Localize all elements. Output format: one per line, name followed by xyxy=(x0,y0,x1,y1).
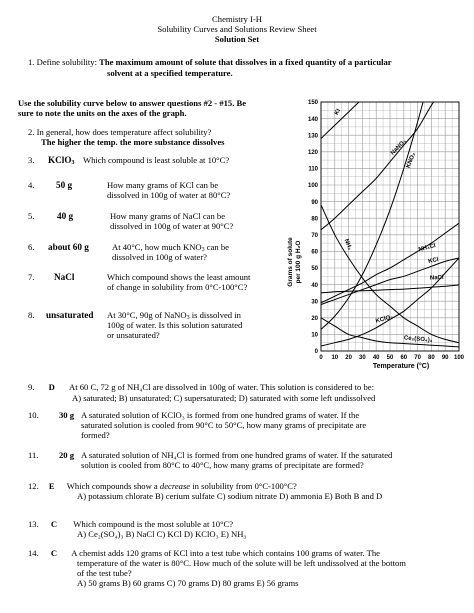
q14-text-line2: temperature of the water is 80°C. How much of the solute will be left undissolved at the bottom xyxy=(77,558,406,568)
x-axis-label: Temperature (°C) xyxy=(372,363,430,370)
q5-text-line1: How many grams of NaCl can be xyxy=(110,211,226,221)
q8-answer: unsaturated xyxy=(46,310,94,320)
y-tick-label: 10 xyxy=(311,332,318,339)
curve-label: KI xyxy=(334,108,343,117)
q8-text-line3: or unsaturated? xyxy=(107,330,160,341)
q11-number: 11. xyxy=(28,450,39,460)
x-tick-label: 50 xyxy=(386,355,394,361)
q6-number: 6. xyxy=(28,242,35,252)
question-13 xyxy=(28,519,468,529)
curve-label: NaCl xyxy=(429,274,444,282)
q4-answer: 50 g xyxy=(56,180,73,190)
chart-curve-labels xyxy=(334,108,444,344)
q-answer: C xyxy=(50,519,58,529)
q-number: 14. xyxy=(28,548,39,558)
q11-text xyxy=(81,450,471,470)
q-answer: C xyxy=(50,548,58,558)
q-prompt: Which compound is the most soluble at 10°C? xyxy=(73,519,234,529)
q6-text-a: At 40°C, how much KNO xyxy=(112,242,202,252)
instructions-line2: sure to note the units on the axes of the graph. xyxy=(18,108,187,119)
q-prompt-line1: A chemist adds 120 grams of KCl into a test tube which contains 100 grams of water. The xyxy=(71,548,380,558)
q-number: 2. xyxy=(28,127,35,137)
y-tick-label: 90 xyxy=(311,199,318,206)
question-1 xyxy=(28,57,468,67)
header-course: Chemistry I-H xyxy=(212,14,262,24)
y-axis-label: Grams of solute xyxy=(287,237,294,287)
q7-text xyxy=(107,272,250,292)
y-tick-label: 150 xyxy=(307,100,318,107)
q-prompt-post: in solubility from 0°C-100°C? xyxy=(192,481,297,491)
curve-label: NH₄Cl xyxy=(417,242,437,254)
q-answer: D xyxy=(48,382,55,392)
q-prompt: In general, how does temperature affect solubility? xyxy=(36,127,212,137)
q14-text-line3: of the test tube? xyxy=(77,568,132,579)
q8-text xyxy=(107,310,242,340)
question-14 xyxy=(28,548,468,558)
x-tick-label: 80 xyxy=(428,355,435,361)
y-tick-label: 110 xyxy=(308,166,318,173)
y-tick-label: 80 xyxy=(311,216,318,223)
q5-answer: 40 g xyxy=(57,211,74,221)
q10-text-line1: A saturated solution of KClO₃ is formed from one hundred grams of water. If the xyxy=(81,410,360,420)
q9-choices: A) saturated; B) unsaturated; C) supersaturated; D) saturated with some left undissolved xyxy=(72,393,376,403)
q6-text-line2: dissolved in 100g of water? xyxy=(112,252,207,263)
x-tick-label: 90 xyxy=(441,355,449,361)
curve-label: Ce₂(SO₄)₃ xyxy=(403,335,433,344)
q-number: 9. xyxy=(28,382,35,392)
q-answer: E xyxy=(48,481,55,491)
q-number: 13. xyxy=(28,519,39,529)
curve-label: KClO₃ xyxy=(375,314,394,325)
y-tick-label: 60 xyxy=(311,249,318,256)
q-prompt: At 60 C, 72 g of NH₄Cl are dissolved in 100g of water. This solution is considered to be: xyxy=(68,382,375,392)
q10-text-line2: saturated solution is cooled from 90°C to 50°C, how many grams of precipitate are xyxy=(81,420,367,431)
x-tick-label: 40 xyxy=(372,355,380,361)
q7-answer: NaCl xyxy=(54,272,75,282)
chart-grid xyxy=(321,102,459,351)
q-number: 1. xyxy=(28,57,35,67)
q2-answer: The higher the temp. the more substance dissolves xyxy=(41,137,225,147)
q7-number: 7. xyxy=(28,272,35,282)
curve-label: NH₃ xyxy=(342,238,353,252)
instructions xyxy=(18,98,288,118)
q10-text xyxy=(81,410,471,440)
q6-answer: about 60 g xyxy=(48,242,89,252)
q4-text-line2: dissolved in 100g of water at 80°C? xyxy=(107,190,231,201)
q6-text xyxy=(112,242,229,262)
q7-text-line1: Which compound shows the least amount xyxy=(107,272,251,282)
instructions-line1: Use the solubility curve below to answer questions #2 - #15. Be xyxy=(18,98,247,108)
y-tick-label: 120 xyxy=(307,150,318,156)
q8-text-line1 xyxy=(107,310,242,320)
q8-number: 8. xyxy=(28,310,35,320)
x-tick-label: 70 xyxy=(414,355,421,361)
q14-choices: A) 50 grams B) 60 grams C) 70 grams D) 80 grams E) 56 grams xyxy=(77,578,299,589)
x-tick-label: 0 xyxy=(319,355,323,361)
q5-number: 5. xyxy=(28,211,35,221)
q6-text-sub: 3 xyxy=(201,247,205,253)
y-tick-label: 100 xyxy=(307,183,318,190)
q6-text-line1 xyxy=(112,242,229,252)
y-tick-label: 140 xyxy=(307,116,318,123)
question-12 xyxy=(28,481,468,491)
q3-answer-sub: 3 xyxy=(71,160,75,166)
question-9 xyxy=(28,382,468,392)
q1-answer-cont: solvent at a specified temperature. xyxy=(107,68,233,78)
q8-text-a: At 30°C, 90g of NaNO xyxy=(107,310,187,320)
q3-answer-text: KClO xyxy=(48,155,72,165)
q5-text xyxy=(110,211,233,231)
q-prompt: Define solubility: xyxy=(36,57,97,67)
curve-label: NaNO₃ xyxy=(389,138,408,157)
q3-text: Which compound is least soluble at 10°C? xyxy=(83,155,230,165)
q-number: 12. xyxy=(28,481,39,491)
q4-text xyxy=(107,180,230,200)
q10-text-line3: formed? xyxy=(81,430,110,441)
q11-text-line2: solution is cooled from 80°C to 40°C, how many grams of precipitate are formed? xyxy=(81,460,364,471)
q4-number: 4. xyxy=(28,180,35,190)
q10-number: 10. xyxy=(28,410,39,420)
x-tick-label: 100 xyxy=(453,355,465,361)
curve-label: KCl xyxy=(427,256,440,265)
q-prompt-emphasis: decrease xyxy=(159,481,191,491)
curve-label: KNO₃ xyxy=(405,151,418,170)
q13-choices: A) Ce₂(SO₄)₃ B) NaCl C) KCl D) KClO₃ E) NH₃ xyxy=(77,529,247,539)
q8-text-sub: 3 xyxy=(186,315,190,321)
q7-text-line2: of change in solubility from 0°C-100°C? xyxy=(107,282,248,293)
q-prompt-pre: Which compounds show a xyxy=(66,481,158,491)
header-subtitle: Solution Set xyxy=(214,34,260,45)
question-2 xyxy=(28,127,211,137)
y-tick-label: 20 xyxy=(311,316,318,322)
q12-choices: A) potassium chlorate B) cerium sulfate C) sodium nitrate D) ammonia E) Both B and D xyxy=(77,491,383,501)
q11-text-line1: A saturated solution of NH₄Cl is formed from one hundred grams of water. If the saturated xyxy=(81,450,393,460)
q11-answer: 20 g xyxy=(59,450,75,460)
q-answer: The maximum amount of solute that dissolves in a fixed quantity of a particular xyxy=(99,57,392,67)
q3-answer xyxy=(48,155,74,166)
header-title: Solubility Curves and Solutions Review Sheet xyxy=(157,24,317,35)
q5-text-line2: dissolved in 100g of water at 90°C? xyxy=(110,221,234,232)
y-tick-label: 130 xyxy=(307,133,318,140)
q4-text-line1: How many grams of KCl can be xyxy=(107,180,219,190)
q10-answer: 30 g xyxy=(59,410,75,420)
q6-text-end: can be xyxy=(206,242,229,252)
y-tick-label: 50 xyxy=(311,266,318,273)
x-tick-label: 60 xyxy=(400,355,408,361)
y-tick-label: 70 xyxy=(311,233,318,239)
q8-text-end: is dissolved in xyxy=(191,310,241,320)
q14-text-cont xyxy=(77,558,472,588)
y-tick-label: 30 xyxy=(311,299,318,306)
solubility-chart xyxy=(283,96,469,374)
x-tick-label: 10 xyxy=(331,355,339,361)
x-tick-label: 30 xyxy=(359,355,366,361)
q3-number: 3. xyxy=(28,155,35,165)
header xyxy=(0,14,474,44)
x-tick-label: 20 xyxy=(345,355,352,361)
y-axis-label-2: per 100 g H₂O xyxy=(295,240,302,284)
y-tick-label: 40 xyxy=(311,282,318,289)
y-tick-label: 0 xyxy=(314,349,318,356)
q8-text-line2: 100g of water. Is this solution saturated xyxy=(107,320,243,331)
